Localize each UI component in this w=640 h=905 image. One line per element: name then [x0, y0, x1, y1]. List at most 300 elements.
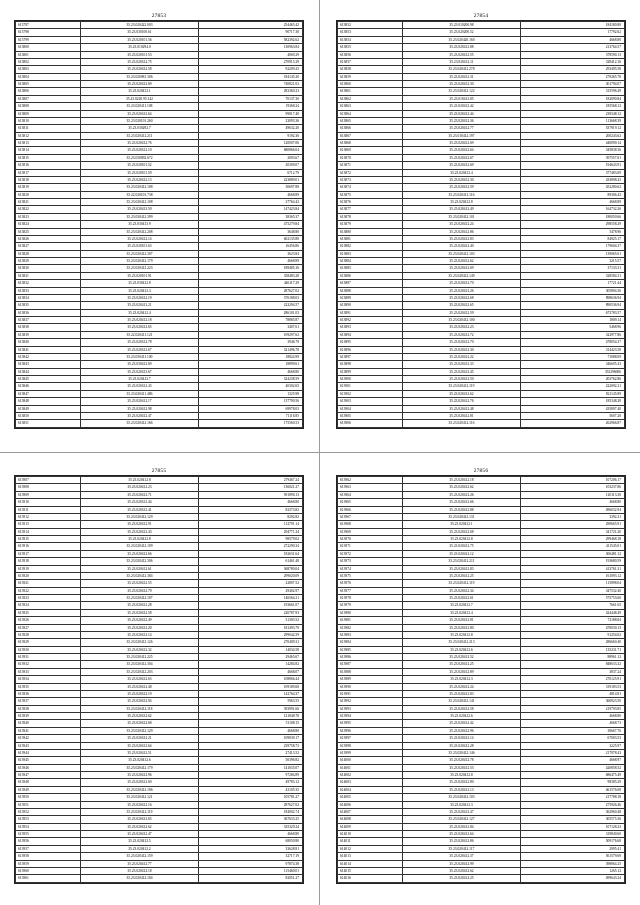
parcel-code-cell: 35.23.020101.63 [80, 243, 199, 250]
row-number-cell: 613873 [338, 176, 403, 183]
table-row [338, 22, 625, 29]
row-number-cell: 613970 [338, 536, 403, 543]
amount-cell: 121848.78 [199, 713, 303, 720]
row-number-cell: 614006 [338, 801, 403, 808]
table-row [16, 309, 303, 316]
parcel-code-cell: 35.23.020412.62 [402, 484, 521, 491]
table-row [338, 309, 625, 316]
parcel-code-cell: 35.23.020412.14 [402, 735, 521, 742]
amount-cell: 3407.61 [199, 324, 303, 331]
parcel-code-cell: 35.23.020412.16 [80, 801, 199, 808]
table-row [338, 294, 625, 301]
amount-cell: 161093.12 [521, 572, 625, 579]
amount-cell: 9192.36 [199, 132, 303, 139]
ledger-panel-top-right [336, 12, 626, 429]
table-row [16, 875, 303, 882]
table-row [16, 690, 303, 697]
table-row [16, 353, 303, 360]
table-row [338, 73, 625, 80]
parcel-code-cell: 35.23.020412.109 [80, 543, 199, 550]
table-row [338, 698, 625, 705]
row-number-cell: 614013 [338, 853, 403, 860]
parcel-code-cell: 35.23.020412.1 [80, 88, 199, 95]
parcel-code-cell: 35.23.020412.68 [80, 720, 199, 727]
row-number-cell: 613983 [338, 631, 403, 638]
row-number-cell: 614000 [338, 757, 403, 764]
amount-cell: 602135.80 [199, 235, 303, 242]
amount-cell: 4668.80 [521, 713, 625, 720]
row-number-cell: 613871 [338, 162, 403, 169]
table-row [338, 521, 625, 528]
table-row [16, 199, 303, 206]
table-row [16, 368, 303, 375]
amount-cell: 17721.44 [521, 280, 625, 287]
parcel-code-cell: 35.23.020412.25 [402, 572, 521, 579]
row-number-cell: 613903 [338, 398, 403, 405]
table-row [16, 698, 303, 705]
table-row [16, 521, 303, 528]
parcel-code-cell: 35.23.020101.52 [80, 162, 199, 169]
parcel-code-cell: 35.23.020412.58 [402, 705, 521, 712]
row-number-cell: 613828 [16, 250, 81, 257]
table-row [338, 646, 625, 653]
amount-cell: 107206.17 [521, 477, 625, 484]
parcel-code-cell: 35.23.020412.18 [402, 477, 521, 484]
row-number-cell: 613870 [338, 154, 403, 161]
row-number-cell: 613896 [338, 346, 403, 353]
row-number-cell: 613926 [16, 617, 81, 624]
row-number-cell: 613872 [338, 169, 403, 176]
amount-cell: 164732.26 [521, 206, 625, 213]
table-row [16, 243, 303, 250]
parcel-code-cell: 35.22.020411.121 [80, 331, 199, 338]
row-number-cell: 613955 [16, 831, 81, 838]
parcel-code-cell: 35.23.020412.129 [80, 727, 199, 734]
row-number-cell: 613966 [338, 506, 403, 513]
parcel-code-cell: 35.23.020412.23 [80, 484, 199, 491]
row-number-cell: 613902 [338, 390, 403, 397]
table-row [338, 169, 625, 176]
table-row [338, 867, 625, 874]
amount-cell: 78885.87 [199, 317, 303, 324]
table-row [16, 838, 303, 845]
table-row [16, 169, 303, 176]
parcel-code-cell: 35.23.020412.68 [402, 528, 521, 535]
amount-cell: 67003.53 [521, 735, 625, 742]
parcel-code-cell: 35.23.020420.160 [402, 36, 521, 43]
parcel-code-cell: 35.23.020412.14 [80, 235, 199, 242]
parcel-code-cell: 35.23.020413.50 [80, 206, 199, 213]
row-number-cell: 613909 [16, 491, 81, 498]
row-number-cell: 613980 [338, 609, 403, 616]
table-row [16, 757, 303, 764]
row-number-cell: 613854 [338, 36, 403, 43]
row-number-cell: 613998 [338, 742, 403, 749]
table-row [338, 339, 625, 346]
table-row [338, 477, 625, 484]
table-row [16, 853, 303, 860]
row-number-cell: 613826 [16, 235, 81, 242]
amount-cell: 70137.30 [199, 95, 303, 102]
parcel-code-cell: 35.23.020412.25 [402, 875, 521, 882]
amount-cell: 115460.01 [199, 867, 303, 874]
table-row [338, 838, 625, 845]
amount-cell: 496032.94 [521, 506, 625, 513]
table-row [338, 823, 625, 830]
table-row [16, 801, 303, 808]
row-number-cell: 613868 [338, 140, 403, 147]
row-number-cell: 613802 [16, 58, 81, 65]
parcel-code-cell: 35.23.020412.8 [80, 477, 199, 484]
parcel-code-cell: 35.23.020412.58 [80, 66, 199, 73]
row-number-cell: 613938 [16, 705, 81, 712]
parcel-code-cell: 35.23.020412.96 [80, 772, 199, 779]
table-row [338, 661, 625, 668]
amount-cell: 435807.40 [521, 405, 625, 412]
table-row [16, 213, 303, 220]
amount-cell: 1325.98 [199, 390, 303, 397]
table-row [16, 317, 303, 324]
row-number-cell: 613882 [338, 243, 403, 250]
amount-cell: 193680.59 [521, 558, 625, 565]
row-number-cell: 613990 [338, 683, 403, 690]
row-number-cell: 613897 [338, 353, 403, 360]
amount-cell: 141035.07 [199, 764, 303, 771]
amount-cell: 30667.76 [521, 727, 625, 734]
amount-cell: 4668.97 [521, 757, 625, 764]
row-number-cell: 613969 [338, 528, 403, 535]
table-row [338, 631, 625, 638]
row-number-cell: 613956 [16, 838, 81, 845]
parcel-code-cell: 35.23.020412.24 [402, 221, 521, 228]
row-number-cell: 613957 [16, 845, 81, 852]
table-row [16, 103, 303, 110]
amount-cell: 328412.16 [521, 58, 625, 65]
amount-cell: 31303.52 [199, 617, 303, 624]
parcel-code-cell: 35.23.020412.36 [402, 117, 521, 124]
table-row [338, 331, 625, 338]
amount-cell: 4069.29 [199, 51, 303, 58]
row-number-cell: 613916 [16, 543, 81, 550]
parcel-code-cell: 35.23.020412.19 [80, 294, 199, 301]
parcel-code-cell: 35.23.030413.9 [80, 221, 199, 228]
parcel-code-cell: 35.23.020412.127 [402, 816, 521, 823]
parcel-code-cell: 35.23.020412.44 [402, 110, 521, 117]
parcel-code-cell: 35.23.020412.65 [80, 816, 199, 823]
row-number-cell: 613840 [16, 339, 81, 346]
table-row [338, 361, 625, 368]
row-number-cell: 613996 [338, 727, 403, 734]
row-number-cell: 613858 [338, 66, 403, 73]
row-number-cell: 613847 [16, 390, 81, 397]
amount-cell: 1809.14 [521, 317, 625, 324]
table-row [338, 624, 625, 631]
row-number-cell: 613923 [16, 595, 81, 602]
amount-cell: 1265.12 [521, 867, 625, 874]
table-row [338, 772, 625, 779]
table-row [16, 95, 303, 102]
parcel-code-cell: 35.23.020412.13 [80, 176, 199, 183]
table-row [16, 742, 303, 749]
parcel-code-cell: 35.23.020412.28 [402, 742, 521, 749]
parcel-code-cell: 35.23.020412.78 [80, 339, 199, 346]
table-row [338, 801, 625, 808]
amount-cell: 184145.20 [199, 73, 303, 80]
parcel-code-cell: 35.23.020412.8 [402, 199, 521, 206]
parcel-code-cell: 35.23.020412.63 [80, 676, 199, 683]
row-number-cell: 613866 [338, 125, 403, 132]
amount-cell: 14034.58 [199, 646, 303, 653]
parcel-code-cell: 35.23.020412.76 [402, 398, 521, 405]
parcel-code-cell: 35.23.020412.99 [402, 860, 521, 867]
row-number-cell: 614001 [338, 764, 403, 771]
amount-cell: 5478.96 [521, 228, 625, 235]
row-number-cell: 613906 [338, 420, 403, 427]
amount-cell: 398864.25 [521, 860, 625, 867]
amount-cell: 61461.48 [199, 558, 303, 565]
row-number-cell: 613912 [16, 513, 81, 520]
table-row [16, 140, 303, 147]
amount-cell: 346605.43 [521, 361, 625, 368]
parcel-code-cell: 35.23.020412.86 [402, 838, 521, 845]
row-number-cell: 613958 [16, 853, 81, 860]
amount-cell: 175560.53 [199, 420, 303, 427]
amount-cell: 97874.38 [199, 860, 303, 867]
row-number-cell: 613962 [338, 477, 403, 484]
parcel-code-cell: 35.23.020412.76 [80, 140, 199, 147]
table-row [16, 831, 303, 838]
table-row [338, 66, 625, 73]
page-title: 27854 [473, 13, 489, 19]
amount-cell: 452280.62 [521, 184, 625, 191]
row-number-cell: 613841 [16, 346, 81, 353]
amount-cell: 136021.27 [199, 484, 303, 491]
parcel-code-cell: 35.23.020412.211 [80, 132, 199, 139]
row-number-cell: 614011 [338, 838, 403, 845]
row-number-cell: 613994 [338, 713, 403, 720]
parcel-code-cell: 35.23.020412.21 [80, 302, 199, 309]
row-number-cell: 613921 [16, 580, 81, 587]
table-row [338, 353, 625, 360]
parcel-code-cell: 35.23.020412.278 [402, 66, 521, 73]
parcel-code-cell: 35.23.020412.119 [402, 383, 521, 390]
table-row [16, 339, 303, 346]
amount-cell: 686475.49 [521, 772, 625, 779]
table-row [338, 609, 625, 616]
row-number-cell: 613823 [16, 213, 81, 220]
parcel-code-cell: 35.23.020412.104 [80, 875, 199, 882]
amount-cell: 37133.31 [521, 265, 625, 272]
table-row [338, 162, 625, 169]
row-number-cell: 613911 [16, 506, 81, 513]
table-row [16, 536, 303, 543]
amount-cell: 305894.36 [521, 287, 625, 294]
row-number-cell: 613904 [338, 405, 403, 412]
row-number-cell: 613892 [338, 317, 403, 324]
parcel-code-cell: 35.23.020412.47 [80, 412, 199, 419]
row-number-cell: 613899 [338, 368, 403, 375]
amount-cell: 112791.14 [199, 521, 303, 528]
row-number-cell: 613860 [338, 81, 403, 88]
amount-cell: 222092.21 [521, 383, 625, 390]
amount-cell: 319840.60 [521, 831, 625, 838]
parcel-code-cell: 35.23.030412.69 [80, 361, 199, 368]
row-number-cell: 613798 [16, 29, 81, 36]
amount-cell: 290665.91 [521, 521, 625, 528]
parcel-code-cell: 35.23.020412.53 [402, 764, 521, 771]
table-row [338, 506, 625, 513]
parcel-code-cell: 35.23.020412.8 [402, 536, 521, 543]
parcel-code-cell: 35.23.020412.211 [402, 558, 521, 565]
parcel-code-cell: 35.23.020412.304 [80, 661, 199, 668]
amount-cell: 32717.19 [199, 853, 303, 860]
row-number-cell: 613886 [338, 272, 403, 279]
parcel-code-cell: 35.23.030412.399 [80, 213, 199, 220]
table-row [338, 639, 625, 646]
row-number-cell: 613913 [16, 521, 81, 528]
parcel-code-cell: 35.23.020412.58 [80, 609, 199, 616]
row-number-cell: 613808 [16, 103, 81, 110]
parcel-code-cell: 35.23.020412.64 [402, 147, 521, 154]
amount-cell: 68050.80 [199, 838, 303, 845]
table-row [16, 154, 303, 161]
parcel-code-cell: 35.23.020412.42 [402, 103, 521, 110]
amount-cell: 680866.04 [199, 147, 303, 154]
table-row [16, 376, 303, 383]
amount-cell: 184180.80 [521, 22, 625, 29]
amount-cell: 279467.24 [199, 477, 303, 484]
row-number-cell: 613837 [16, 317, 81, 324]
table-row [338, 405, 625, 412]
parcel-code-cell: 35.23.020412.51 [80, 749, 199, 756]
row-number-cell: 613859 [338, 73, 403, 80]
row-number-cell: 613952 [16, 808, 81, 815]
ledger-table [337, 21, 625, 428]
table-row [338, 213, 625, 220]
row-number-cell: 613864 [338, 110, 403, 117]
parcel-code-cell: 35.23.020413.67 [80, 368, 199, 375]
amount-cell: 49783.12 [199, 779, 303, 786]
parcel-code-cell: 35.23.020412.100 [402, 317, 521, 324]
table-row [16, 867, 303, 874]
amount-cell: 98579.02 [199, 536, 303, 543]
amount-cell: 275926.46 [521, 801, 625, 808]
parcel-code-cell: 35.23.020101.260 [80, 117, 199, 124]
table-row [338, 595, 625, 602]
row-number-cell: 613835 [16, 302, 81, 309]
table-row [16, 420, 303, 427]
amount-cell: 189485.16 [199, 265, 303, 272]
amount-cell: 14284.82 [199, 661, 303, 668]
table-row [16, 51, 303, 58]
amount-cell: 184002.74 [199, 808, 303, 815]
amount-cell: 537919.12 [521, 125, 625, 132]
row-number-cell: 613971 [338, 543, 403, 550]
row-number-cell: 613935 [16, 683, 81, 690]
table-row [16, 484, 303, 491]
row-number-cell: 613937 [16, 698, 81, 705]
parcel-code-cell: 35.23.020412.32 [80, 646, 199, 653]
amount-cell: 499643.24 [521, 875, 625, 882]
table-row [338, 272, 625, 279]
amount-cell: 3215.57 [521, 258, 625, 265]
parcel-code-cell: 35.23.020412.179 [80, 258, 199, 265]
parcel-code-cell: 35.23.020412.66 [80, 550, 199, 557]
parcel-code-cell: 35.23.020412.146 [402, 749, 521, 756]
amount-cell: 142764.37 [199, 690, 303, 697]
amount-cell: 270915.29 [199, 58, 303, 65]
parcel-code-cell: 35.23.020412.24 [402, 683, 521, 690]
amount-cell: 673783.57 [521, 309, 625, 316]
table-row [338, 572, 625, 579]
amount-cell: 200243.62 [521, 132, 625, 139]
amount-cell: 848633.32 [521, 661, 625, 668]
row-number-cell: 613976 [338, 580, 403, 587]
row-number-cell: 613901 [338, 383, 403, 390]
row-number-cell: 613961 [16, 875, 81, 882]
row-number-cell: 613991 [338, 690, 403, 697]
parcel-code-cell: 35.23.020412.3 [402, 676, 521, 683]
parcel-code-cell: 35.23.020412.69 [402, 265, 521, 272]
parcel-code-cell: 35.23.030412.8 [80, 280, 199, 287]
row-number-cell: 613838 [16, 324, 81, 331]
parcel-code-cell: 35.23.020412.86 [402, 228, 521, 235]
amount-cell: 99017.40 [199, 110, 303, 117]
amount-cell: 4668.80 [199, 499, 303, 506]
row-number-cell: 613905 [338, 412, 403, 419]
table-row [338, 713, 625, 720]
amount-cell: 239758.73 [199, 742, 303, 749]
row-number-cell: 613834 [16, 294, 81, 301]
table-row [16, 676, 303, 683]
table-row [16, 816, 303, 823]
parcel-code-cell: 35.23.020412.119 [80, 808, 199, 815]
table-row [338, 875, 625, 882]
parcel-code-cell: 35.23.020412.307 [80, 250, 199, 257]
parcel-code-cell: 35.23.020412.61 [402, 595, 521, 602]
amount-cell: 217788.18 [521, 794, 625, 801]
row-number-cell: 613953 [16, 816, 81, 823]
parcel-code-cell: 35.23.020412.306 [80, 558, 199, 565]
amount-cell: 180050.66 [521, 213, 625, 220]
parcel-code-cell: 35.23.020412.18 [80, 317, 199, 324]
row-number-cell: 613801 [16, 51, 81, 58]
parcel-code-cell: 35.23.020101.56 [80, 36, 199, 43]
table-row [16, 772, 303, 779]
parcel-code-cell: 35.23.020412.37 [402, 853, 521, 860]
amount-cell: 4668.89 [199, 258, 303, 265]
row-number-cell: 613941 [16, 727, 81, 734]
parcel-code-cell: 35.23.020412.118 [80, 705, 199, 712]
amount-cell: 105781.27 [199, 794, 303, 801]
row-number-cell: 613984 [338, 639, 403, 646]
table-row [16, 506, 303, 513]
parcel-code-cell: 35.23.030411.100 [80, 353, 199, 360]
table-row [16, 595, 303, 602]
table-row [16, 477, 303, 484]
table-row [16, 602, 303, 609]
table-row [338, 398, 625, 405]
amount-cell: 366923.50 [521, 698, 625, 705]
table-row [338, 221, 625, 228]
row-number-cell: 613832 [16, 280, 81, 287]
row-number-cell: 613862 [338, 95, 403, 102]
ledger-table-frame [14, 20, 304, 429]
parcel-code-cell: 35.23.020412.6 [402, 713, 521, 720]
row-number-cell: 613986 [338, 654, 403, 661]
parcel-code-cell: 35.23.020412.18 [80, 867, 199, 874]
amount-cell: 16456.86 [199, 243, 303, 250]
